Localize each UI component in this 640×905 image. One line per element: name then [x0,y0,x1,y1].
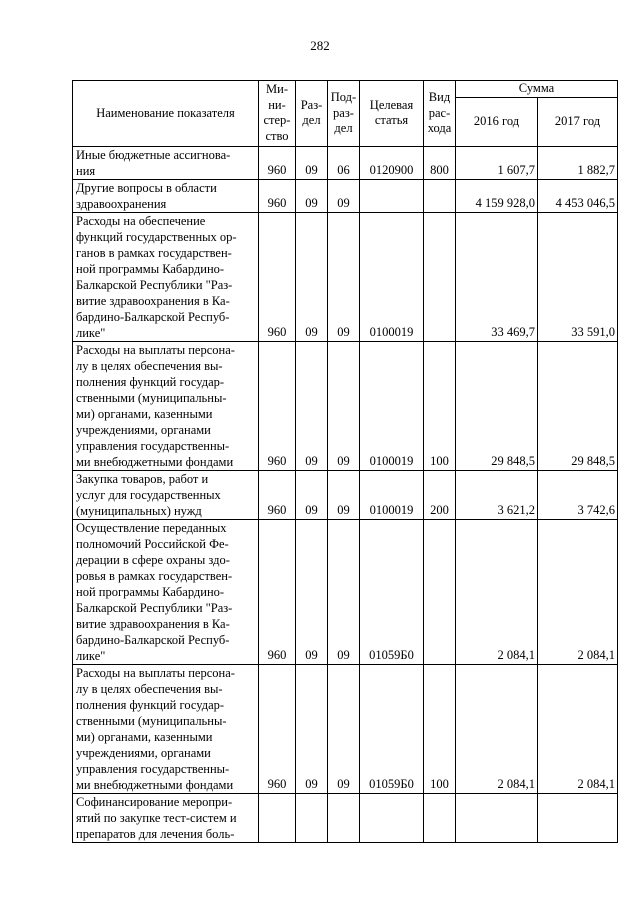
section-cell: 09 [296,179,328,212]
table-row [73,470,618,519]
subsection-cell: 09 [328,212,360,341]
sum-2017-cell: 3 742,6 [538,470,618,519]
ministry-cell: 960 [259,519,296,664]
target-cell: 0100019 [360,212,424,341]
sum-2016-cell: 3 621,2 [456,470,538,519]
table-body [73,146,618,842]
budget-table [72,80,618,843]
table-row [73,341,618,470]
section-cell: 09 [296,341,328,470]
expense-type-cell: 200 [424,470,456,519]
sum-2016-cell [456,793,538,842]
header-name: Наименование показателя [73,81,259,147]
ministry-cell: 960 [259,146,296,179]
page-number: 282 [310,38,330,53]
sum-2017-cell: 29 848,5 [538,341,618,470]
sum-2016-cell: 2 084,1 [456,519,538,664]
header-year-2016: 2016 год [456,97,538,146]
expense-type-cell: 100 [424,341,456,470]
header-ministry: Ми- ни- стер- ство [259,81,296,147]
ministry-cell: 960 [259,179,296,212]
table-row [73,179,618,212]
table-row [73,793,618,842]
expense-type-cell [424,519,456,664]
subsection-cell: 09 [328,179,360,212]
subsection-cell [328,793,360,842]
table-row [73,519,618,664]
row-name-cell: Расходы на обеспечение функций государственных ор- ганов в рамках государствен- ной программы Кабардино- Балкарской Республики "Раз- витие здравоохранения в Ка- бардино-Балкарской Респуб- лике" [73,212,259,341]
row-name-cell: Софинансирование меропри- ятий по закупке тест-систем и препаратов для лечения боль- [73,793,259,842]
expense-type-cell: 100 [424,664,456,793]
sum-2016-cell: 2 084,1 [456,664,538,793]
target-cell [360,179,424,212]
header-type: Вид рас- хода [424,81,456,147]
ministry-cell: 960 [259,341,296,470]
target-cell: 01059Б0 [360,519,424,664]
expense-type-cell [424,212,456,341]
sum-2017-cell: 4 453 046,5 [538,179,618,212]
sum-2017-cell [538,793,618,842]
sum-2016-cell: 1 607,7 [456,146,538,179]
target-cell: 0100019 [360,341,424,470]
row-name-cell: Иные бюджетные ассигнова- ния [73,146,259,179]
subsection-cell: 06 [328,146,360,179]
target-cell: 0100019 [360,470,424,519]
sum-2016-cell: 33 469,7 [456,212,538,341]
sum-2017-cell: 2 084,1 [538,664,618,793]
expense-type-cell: 800 [424,146,456,179]
row-name-cell: Закупка товаров, работ и услуг для государственных (муниципальных) нужд [73,470,259,519]
section-cell: 09 [296,212,328,341]
section-cell: 09 [296,146,328,179]
header-subsection: Под- раз- дел [328,81,360,147]
sum-2016-cell: 4 159 928,0 [456,179,538,212]
sum-2017-cell: 33 591,0 [538,212,618,341]
row-name-cell: Другие вопросы в области здравоохранения [73,179,259,212]
header-section: Раз- дел [296,81,328,147]
row-name-cell: Осуществление переданных полномочий Российской Фе- дерации в сфере охраны здо- ровья в рамках государствен- ной программы Кабардино- Балкарской Республики "Раз- витие здравоохранения в Ка- бардино-Балкарской Респуб- лике" [73,519,259,664]
header-year-2017: 2017 год [538,97,618,146]
subsection-cell: 09 [328,470,360,519]
ministry-cell: 960 [259,664,296,793]
row-name-cell: Расходы на выплаты персона- лу в целях обеспечения вы- полнения функций государ- ственными (муниципальны- ми) органами, казенными учреждениями, органами управления государственны- ми внебюджетными фондами [73,341,259,470]
section-cell [296,793,328,842]
table-row [73,664,618,793]
subsection-cell: 09 [328,341,360,470]
target-cell [360,793,424,842]
section-cell: 09 [296,470,328,519]
target-cell: 01059Б0 [360,664,424,793]
subsection-cell: 09 [328,519,360,664]
ministry-cell: 960 [259,470,296,519]
target-cell: 0120900 [360,146,424,179]
section-cell: 09 [296,664,328,793]
section-cell: 09 [296,519,328,664]
header-sum: Сумма [456,81,618,98]
sum-2016-cell: 29 848,5 [456,341,538,470]
sum-2017-cell: 1 882,7 [538,146,618,179]
header-target: Целевая статья [360,81,424,147]
row-name-cell: Расходы на выплаты персона- лу в целях обеспечения вы- полнения функций государ- ственными (муниципальны- ми) органами, казенными учреждениями, органами управления государственны- ми внебюджетными фондами [73,664,259,793]
expense-type-cell [424,179,456,212]
table-row [73,146,618,179]
sum-2017-cell: 2 084,1 [538,519,618,664]
expense-type-cell [424,793,456,842]
subsection-cell: 09 [328,664,360,793]
ministry-cell [259,793,296,842]
table-row [73,212,618,341]
ministry-cell: 960 [259,212,296,341]
